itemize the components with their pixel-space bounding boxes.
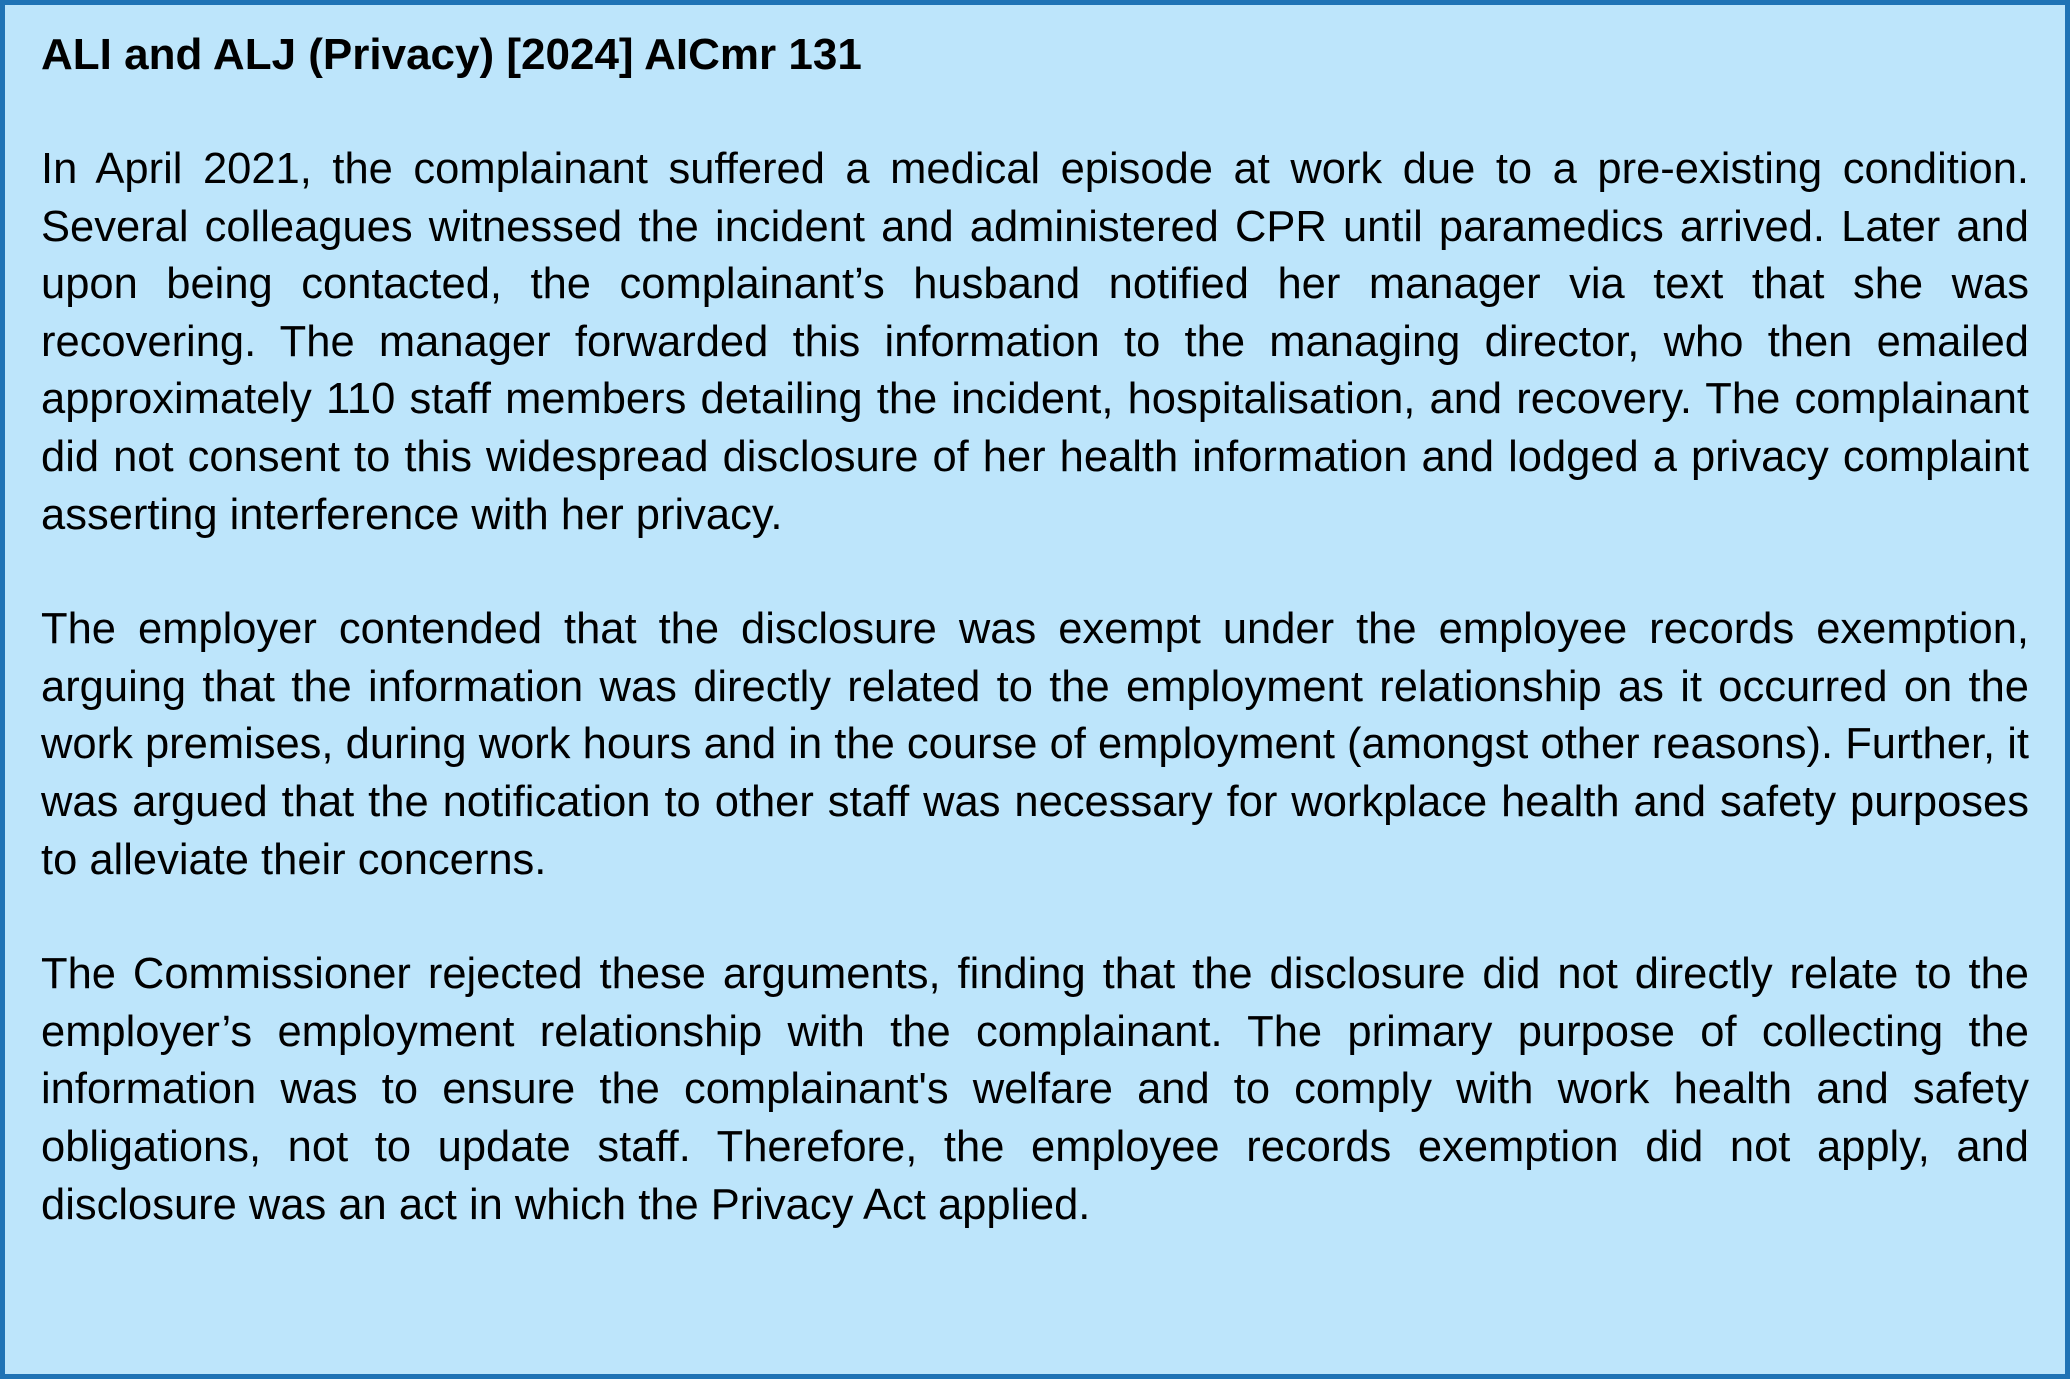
case-paragraph-facts: In April 2021, the complainant suffered a medical episode at work due to a pre-existing condition. Several colleagues witnessed the incident and administered CPR until paramedics arrived. Later and upon being contacted, the complainant’s husband notified her manager via text that she was recovering. The manager forwarded this information to the managing director, who then emailed approximately 110 staff members detailing the incident, hospitalisation, and recovery. The complainant did not consent to this widespread disclosure of her health information and lodged a privacy complaint asserting interference with her privacy.	[41, 145, 2029, 539]
case-paragraph-employer-argument: The employer contended that the disclosure was exempt under the employee records exemption, arguing that the information was directly related to the employment relationship as it occurred on the work premises, during work hours and in the course of employment (amongst other reasons). Further, it was argued that the notification to other staff was necessary for workplace health and safety purposes to alleviate their concerns.	[41, 605, 2029, 884]
case-title: ALI and ALJ (Privacy) [2024] AICmr 131	[41, 30, 862, 79]
case-paragraph-commissioner-finding: The Commissioner rejected these arguments, finding that the disclosure did not directly relate to the employer’s employment relationship with the complainant. The primary purpose of collecting the information was to ensure the complainant's welfare and to comply with work health and safety obligations, not to update staff. Therefore, the employee records exemption did not apply, and disclosure was an act in which the Privacy Act applied.	[41, 950, 2029, 1229]
